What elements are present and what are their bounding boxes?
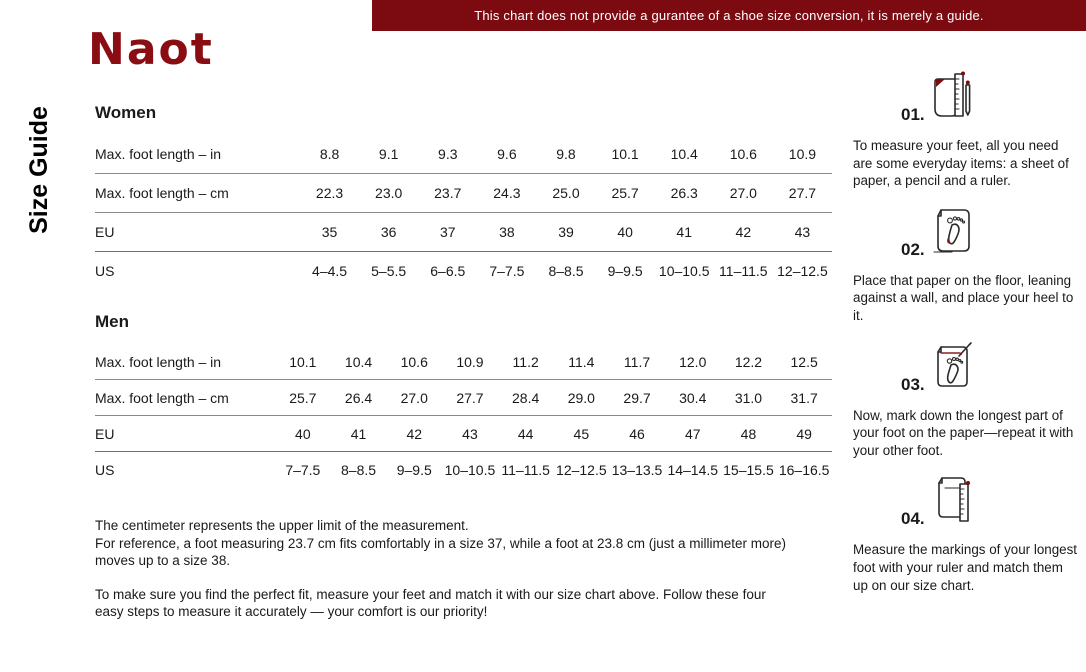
size-value: 22.3 — [300, 174, 359, 213]
size-value: 9.8 — [536, 135, 595, 174]
size-value: 14–14.5 — [667, 461, 719, 478]
size-value: 26.3 — [655, 174, 714, 213]
size-value: 49 — [776, 416, 832, 452]
size-value: 16–16.5 — [778, 461, 830, 478]
size-value: 26.4 — [331, 380, 387, 416]
step-text: To measure your feet, all you need are some everyday items: a sheet of paper, a pencil and a ruler. — [853, 138, 1069, 189]
size-value: 44 — [498, 416, 554, 452]
size-value: 31.0 — [721, 380, 777, 416]
size-value: 11–11.5 — [719, 263, 768, 279]
size-value: 27.0 — [386, 380, 442, 416]
size-value: 24.3 — [477, 174, 536, 213]
step-03 — [853, 346, 1081, 460]
size-value: 10.9 — [442, 344, 498, 380]
size-value: 39 — [536, 213, 595, 252]
size-value: 42 — [386, 416, 442, 452]
row-label: Max. foot length – cm — [95, 174, 300, 213]
step-number: 02. — [901, 239, 925, 259]
size-value: 35 — [300, 213, 359, 252]
size-value: 45 — [554, 416, 610, 452]
notes — [95, 517, 790, 621]
paper-ruler-pencil-icon — [932, 71, 974, 125]
size-value: 11.7 — [609, 344, 665, 380]
step-text: Now, mark down the longest part of your foot on the paper—repeat it with your other foot. — [853, 407, 1074, 458]
step-04-header — [853, 480, 1081, 529]
size-value: 10.6 — [714, 135, 773, 174]
size-value: 7–7.5 — [489, 263, 525, 279]
size-value: 10–10.5 — [444, 461, 496, 478]
size-value: 10.4 — [331, 344, 387, 380]
step-01-header — [853, 76, 1081, 125]
note-upper-limit: The centimeter represents the upper limit of the measurement. — [95, 518, 469, 533]
note-perfect-fit: To make sure you find the perfect fit, measure your feet and match it with our size chart above. Follow these four easy steps to measure it accurately — your comfort is our priority! — [95, 586, 766, 619]
size-value: 27.7 — [773, 174, 832, 213]
row-label: US — [95, 461, 115, 478]
size-value: 41 — [331, 416, 387, 452]
size-value: 43 — [442, 416, 498, 452]
size-value: 37 — [418, 213, 477, 252]
size-value: 23.7 — [418, 174, 477, 213]
size-value: 25.7 — [596, 174, 655, 213]
measuring-steps — [853, 76, 1081, 615]
size-value: 4–4.5 — [312, 263, 348, 279]
size-value: 9–9.5 — [396, 461, 432, 478]
note-reference: For reference, a foot measuring 23.7 cm fits comfortably in a size 37, while a foot at 23.8 cm (just a millimeter more) moves up to a size 38. — [95, 535, 787, 568]
size-value: 40 — [275, 416, 331, 452]
size-value: 29.7 — [609, 380, 665, 416]
size-value: 42 — [714, 213, 773, 252]
men-section-title: Men — [95, 312, 129, 331]
size-value: 36 — [359, 213, 418, 252]
step-number: 01. — [901, 105, 925, 124]
size-value: 46 — [609, 416, 665, 452]
row-label: Max. foot length – cm — [95, 380, 275, 416]
size-value: 9–9.5 — [607, 263, 643, 279]
size-value: 13–13.5 — [611, 461, 663, 478]
size-value: 9.6 — [477, 135, 536, 174]
women-size-table — [95, 135, 832, 290]
size-value: 8.8 — [300, 135, 359, 174]
size-value: 43 — [773, 213, 832, 252]
size-value: 10.1 — [596, 135, 655, 174]
size-value: 10–10.5 — [658, 263, 710, 279]
size-value: 48 — [721, 416, 777, 452]
size-value: 10.4 — [655, 135, 714, 174]
size-value: 9.3 — [418, 135, 477, 174]
size-value: 23.0 — [359, 174, 418, 213]
size-value: 6–6.5 — [430, 263, 466, 279]
row-label: Max. foot length – in — [95, 135, 300, 174]
row-label: EU — [95, 213, 300, 252]
naot-logo: Naot — [88, 24, 214, 75]
page-title-vertical: Size Guide — [25, 106, 53, 234]
disclaimer-banner — [372, 0, 1086, 31]
size-value: 8–8.5 — [341, 461, 377, 478]
size-value: 12–12.5 — [556, 461, 607, 478]
size-value: 30.4 — [665, 380, 721, 416]
size-value: 5–5.5 — [371, 263, 407, 279]
size-value: 12.5 — [776, 344, 832, 380]
step-02-header — [853, 211, 1081, 260]
size-value: 15–15.5 — [723, 461, 774, 478]
size-value: 11.4 — [554, 344, 610, 380]
size-value: 10.1 — [275, 344, 331, 380]
paper-footprint-pencil-icon — [932, 341, 974, 395]
size-value: 11–11.5 — [501, 461, 550, 478]
row-label: Max. foot length – in — [95, 344, 275, 380]
size-value: 10.9 — [773, 135, 832, 174]
size-value: 25.0 — [536, 174, 595, 213]
size-value: 47 — [665, 416, 721, 452]
disclaimer-text: This chart does not provide a gurantee of a shoe size conversion, it is merely a guide. — [474, 8, 984, 23]
step-03-header — [853, 346, 1081, 395]
step-02 — [853, 211, 1081, 325]
size-value: 40 — [596, 213, 655, 252]
size-value: 11.2 — [498, 344, 554, 380]
step-number: 04. — [901, 509, 925, 529]
size-value: 27.7 — [442, 380, 498, 416]
paper-footprint-icon — [932, 206, 974, 260]
size-value: 41 — [655, 213, 714, 252]
size-value: 7–7.5 — [285, 461, 321, 478]
size-value: 12.0 — [665, 344, 721, 380]
size-value: 9.1 — [359, 135, 418, 174]
step-number: 03. — [901, 374, 925, 394]
size-value: 12.2 — [721, 344, 777, 380]
size-value: 28.4 — [498, 380, 554, 416]
size-value: 10.6 — [386, 344, 442, 380]
step-text: Measure the markings of your longest foot with your ruler and match them up on our size chart. — [853, 542, 1078, 593]
women-section-title: Women — [95, 103, 157, 122]
row-label: EU — [95, 416, 275, 452]
size-value: 12–12.5 — [777, 263, 828, 279]
step-01 — [853, 76, 1081, 190]
step-text: Place that paper on the floor, leaning against a wall, and place your heel to it. — [853, 272, 1074, 323]
men-size-table — [95, 344, 832, 487]
paper-line-ruler-icon — [932, 475, 974, 529]
size-chart-area — [95, 103, 832, 621]
row-label: US — [95, 263, 115, 279]
size-value: 29.0 — [554, 380, 610, 416]
step-04 — [853, 480, 1081, 594]
size-value: 8–8.5 — [548, 263, 584, 279]
size-value: 31.7 — [776, 380, 832, 416]
size-value: 27.0 — [714, 174, 773, 213]
size-value: 38 — [477, 213, 536, 252]
size-value: 25.7 — [275, 380, 331, 416]
